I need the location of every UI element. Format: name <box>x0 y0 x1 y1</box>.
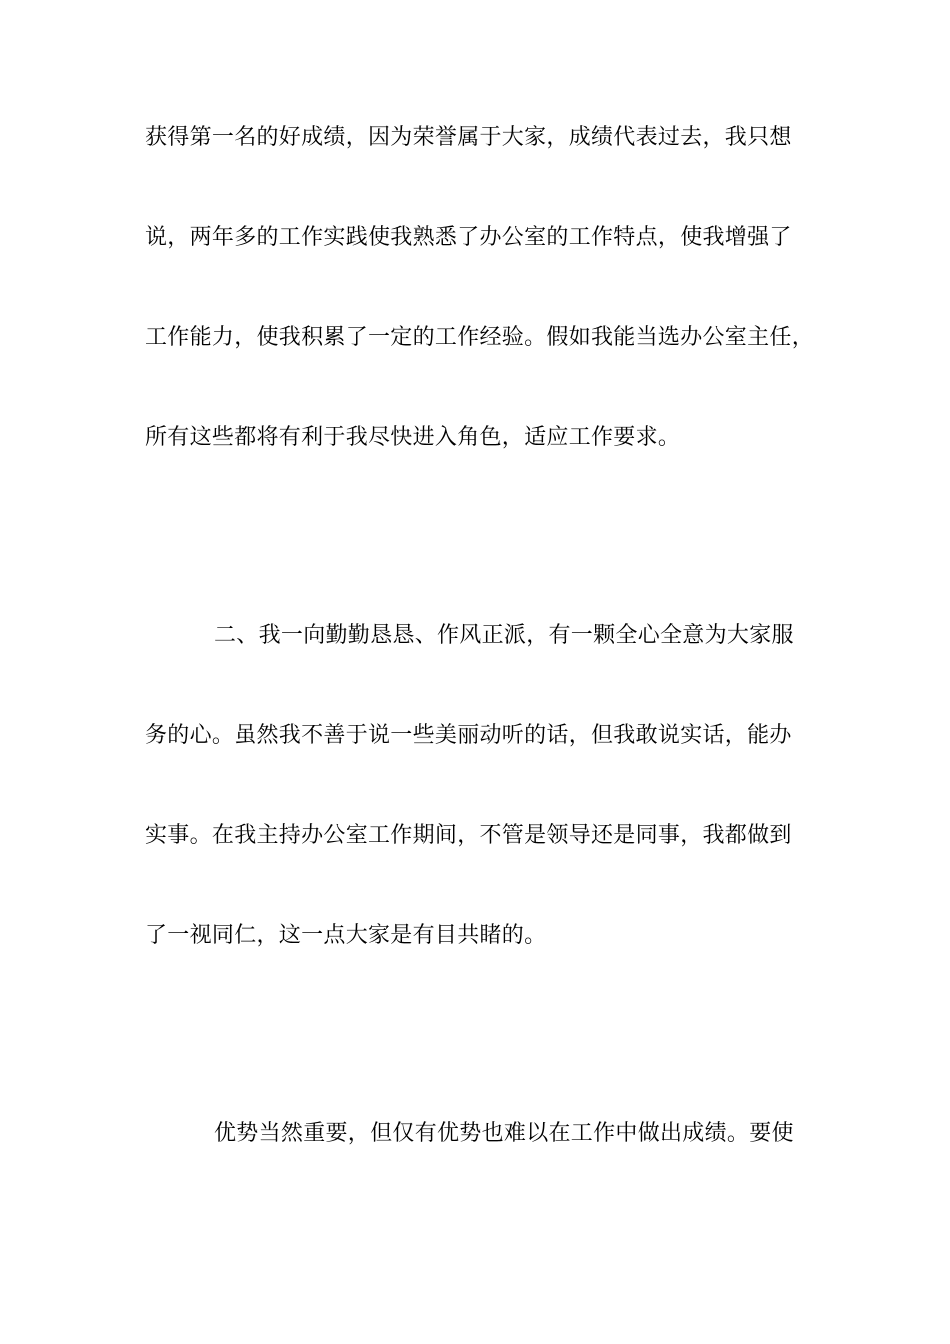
paragraph-1-line-1: 获得第一名的好成绩，因为荣誉属于大家，成绩代表过去，我只想 <box>145 125 792 150</box>
paragraph-2-line-4: 了一视同仁，这一点大家是有目共睹的。 <box>145 923 547 948</box>
paragraph-2-line-3: 实事。在我主持办公室工作期间，不管是领导还是同事，我都做到 <box>145 823 792 848</box>
paragraph-2-line-1: 二、我一向勤勤恳恳、作风正派，有一颗全心全意为大家服 <box>214 623 794 648</box>
paragraph-1-line-4: 所有这些都将有利于我尽快进入角色，适应工作要求。 <box>145 425 681 450</box>
paragraph-1-line-2: 说，两年多的工作实践使我熟悉了办公室的工作特点，使我增强了 <box>145 225 792 250</box>
paragraph-3-line-1: 优势当然重要，但仅有优势也难以在工作中做出成绩。要使 <box>214 1121 794 1146</box>
paragraph-1-line-3: 工作能力，使我积累了一定的工作经验。假如我能当选办公室主任， <box>145 325 815 350</box>
paragraph-2-line-2: 务的心。虽然我不善于说一些美丽动听的话，但我敢说实话，能办 <box>145 723 792 748</box>
